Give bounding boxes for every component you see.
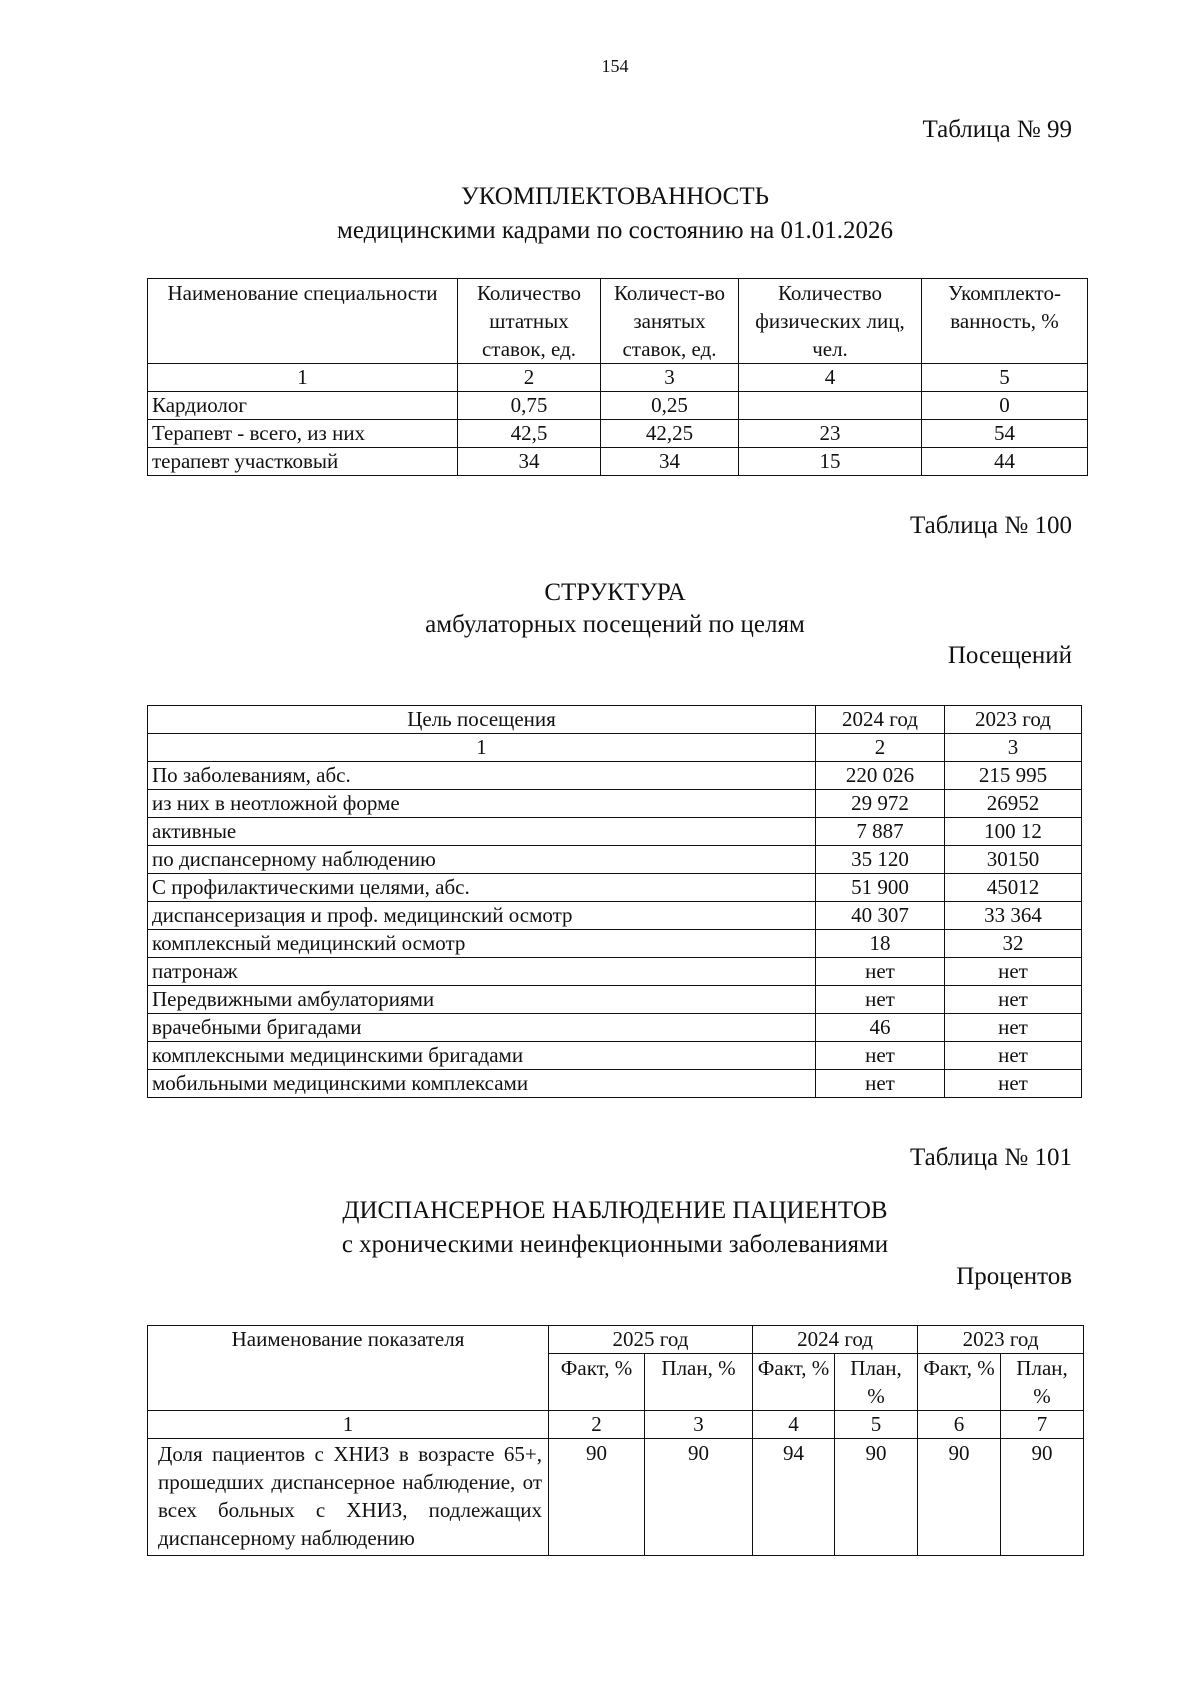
cell: нет: [945, 986, 1082, 1014]
table-row: [148, 1070, 1082, 1098]
column-number-row: [148, 1411, 1084, 1439]
row-label: патронаж: [148, 958, 816, 986]
table-row: [148, 420, 1088, 448]
table-101-label: Таблица № 101: [909, 1144, 1072, 1171]
cell: 44: [922, 448, 1088, 476]
cell: 15: [739, 448, 922, 476]
column-number: 4: [753, 1411, 835, 1439]
cell: 26952: [945, 790, 1082, 818]
table-100: [147, 705, 1082, 1098]
column-number: 1: [148, 364, 458, 392]
table-99-subtitle: медицинскими кадрами по состоянию на 01.01.2026: [337, 217, 893, 244]
table-row: [148, 818, 1082, 846]
table-99-title: УКОМПЛЕКТОВАННОСТЬ: [461, 183, 769, 210]
column-number: 6: [918, 1411, 1001, 1439]
cell: 29 972: [816, 790, 945, 818]
column-number: 3: [601, 364, 739, 392]
column-number: 2: [816, 734, 945, 762]
cell: 32: [945, 930, 1082, 958]
column-header: Цель посещения: [148, 706, 816, 734]
row-label: комплексными медицинскими бригадами: [148, 1042, 816, 1070]
cell: 33 364: [945, 902, 1082, 930]
cell: 220 026: [816, 762, 945, 790]
column-number: 2: [458, 364, 601, 392]
cell: 90: [1001, 1439, 1084, 1556]
cell: 0,25: [601, 392, 739, 420]
cell: нет: [945, 1014, 1082, 1042]
row-label: диспансеризация и проф. медицинский осмотр: [148, 902, 816, 930]
table-row: [148, 762, 1082, 790]
page-number: 154: [601, 56, 629, 76]
column-number-row: [148, 734, 1082, 762]
row-label: терапевт участковый: [148, 448, 458, 476]
cell: 34: [458, 448, 601, 476]
row-label: мобильными медицинскими комплексами: [148, 1070, 816, 1098]
sub-header: План, %: [1001, 1354, 1084, 1411]
cell: 7 887: [816, 818, 945, 846]
column-number: 1: [148, 734, 816, 762]
table-row: [148, 448, 1088, 476]
table-99-label: Таблица № 99: [922, 116, 1072, 143]
row-label: врачебными бригадами: [148, 1014, 816, 1042]
cell: 45012: [945, 874, 1082, 902]
table-100-title: СТРУКТУРА: [544, 579, 686, 606]
row-label: активные: [148, 818, 816, 846]
table-101-subtitle: с хроническими неинфекционными заболеваниями: [341, 1231, 889, 1258]
cell: 90: [645, 1439, 753, 1556]
table-100-unit: Посещений: [947, 642, 1072, 669]
row-label: комплексный медицинский осмотр: [148, 930, 816, 958]
column-number: 4: [739, 364, 922, 392]
table-101-title: ДИСПАНСЕРНОЕ НАБЛЮДЕНИЕ ПАЦИЕНТОВ: [342, 1197, 888, 1224]
column-number-row: [148, 364, 1088, 392]
cell: 0: [922, 392, 1088, 420]
cell: 90: [549, 1439, 645, 1556]
year-header: 2024 год: [753, 1326, 918, 1354]
column-header: Количество штатных ставок, ед.: [458, 279, 601, 364]
cell: 46: [816, 1014, 945, 1042]
table-row: [148, 790, 1082, 818]
cell: нет: [945, 1042, 1082, 1070]
year-header: 2023 год: [918, 1326, 1084, 1354]
column-header: Наименование показателя: [148, 1326, 549, 1411]
cell: нет: [816, 986, 945, 1014]
cell: 40 307: [816, 902, 945, 930]
row-label: по диспансерному наблюдению: [148, 846, 816, 874]
table-row: [148, 846, 1082, 874]
row-label: По заболеваниям, абс.: [148, 762, 816, 790]
column-number: 1: [148, 1411, 549, 1439]
column-number: 2: [549, 1411, 645, 1439]
cell: нет: [816, 1042, 945, 1070]
cell: нет: [816, 1070, 945, 1098]
cell: 18: [816, 930, 945, 958]
cell: 34: [601, 448, 739, 476]
table-row: [148, 958, 1082, 986]
table-row: [148, 986, 1082, 1014]
cell: 215 995: [945, 762, 1082, 790]
sub-header: Факт, %: [918, 1354, 1001, 1411]
column-header: Количество физических лиц, чел.: [739, 279, 922, 364]
table-row: [148, 1439, 1084, 1556]
column-number: 5: [922, 364, 1088, 392]
table-101-unit: Процентов: [956, 1263, 1072, 1290]
cell: 42,5: [458, 420, 601, 448]
year-header: 2025 год: [549, 1326, 753, 1354]
table-row: [148, 1014, 1082, 1042]
table-row: [148, 1042, 1082, 1070]
column-header: Наименование специальности: [148, 279, 458, 364]
cell: 51 900: [816, 874, 945, 902]
row-label: С профилактическими целями, абс.: [148, 874, 816, 902]
year-header-row: [148, 1326, 1084, 1354]
table-row: [148, 930, 1082, 958]
cell: нет: [816, 958, 945, 986]
row-label: Доля пациентов с ХНИЗ в возрасте 65+, прошедших диспансерное наблюдение, от всех больных с ХНИЗ, подлежащих диспансерному наблюдению: [148, 1439, 549, 1556]
cell: 100 12: [945, 818, 1082, 846]
cell: 54: [922, 420, 1088, 448]
cell: 90: [918, 1439, 1001, 1556]
row-label: Передвижными амбулаториями: [148, 986, 816, 1014]
cell: нет: [945, 958, 1082, 986]
cell: 42,25: [601, 420, 739, 448]
header-row: [148, 706, 1082, 734]
sub-header: Факт, %: [753, 1354, 835, 1411]
column-header: 2024 год: [816, 706, 945, 734]
cell: 90: [835, 1439, 918, 1556]
table-row: [148, 392, 1088, 420]
row-label: Кардиолог: [148, 392, 458, 420]
column-number: 3: [945, 734, 1082, 762]
cell: 35 120: [816, 846, 945, 874]
row-label: Терапевт - всего, из них: [148, 420, 458, 448]
cell: 30150: [945, 846, 1082, 874]
sub-header: План, %: [645, 1354, 753, 1411]
cell: 23: [739, 420, 922, 448]
cell: 94: [753, 1439, 835, 1556]
table-100-label: Таблица № 100: [909, 512, 1072, 539]
cell: [739, 392, 922, 420]
cell: нет: [945, 1070, 1082, 1098]
row-label: из них в неотложной форме: [148, 790, 816, 818]
table-row: [148, 874, 1082, 902]
table-row: [148, 902, 1082, 930]
table-99: [147, 278, 1088, 476]
column-header: Количест-во занятых ставок, ед.: [601, 279, 739, 364]
column-number: 5: [835, 1411, 918, 1439]
column-header: Укомплекто-ванность, %: [922, 279, 1088, 364]
table-101: [147, 1325, 1084, 1556]
table-100-subtitle: амбулаторных посещений по целям: [425, 611, 805, 638]
cell: 0,75: [458, 392, 601, 420]
sub-header: Факт, %: [549, 1354, 645, 1411]
column-number: 3: [645, 1411, 753, 1439]
column-number: 7: [1001, 1411, 1084, 1439]
sub-header: План, %: [835, 1354, 918, 1411]
column-header: 2023 год: [945, 706, 1082, 734]
